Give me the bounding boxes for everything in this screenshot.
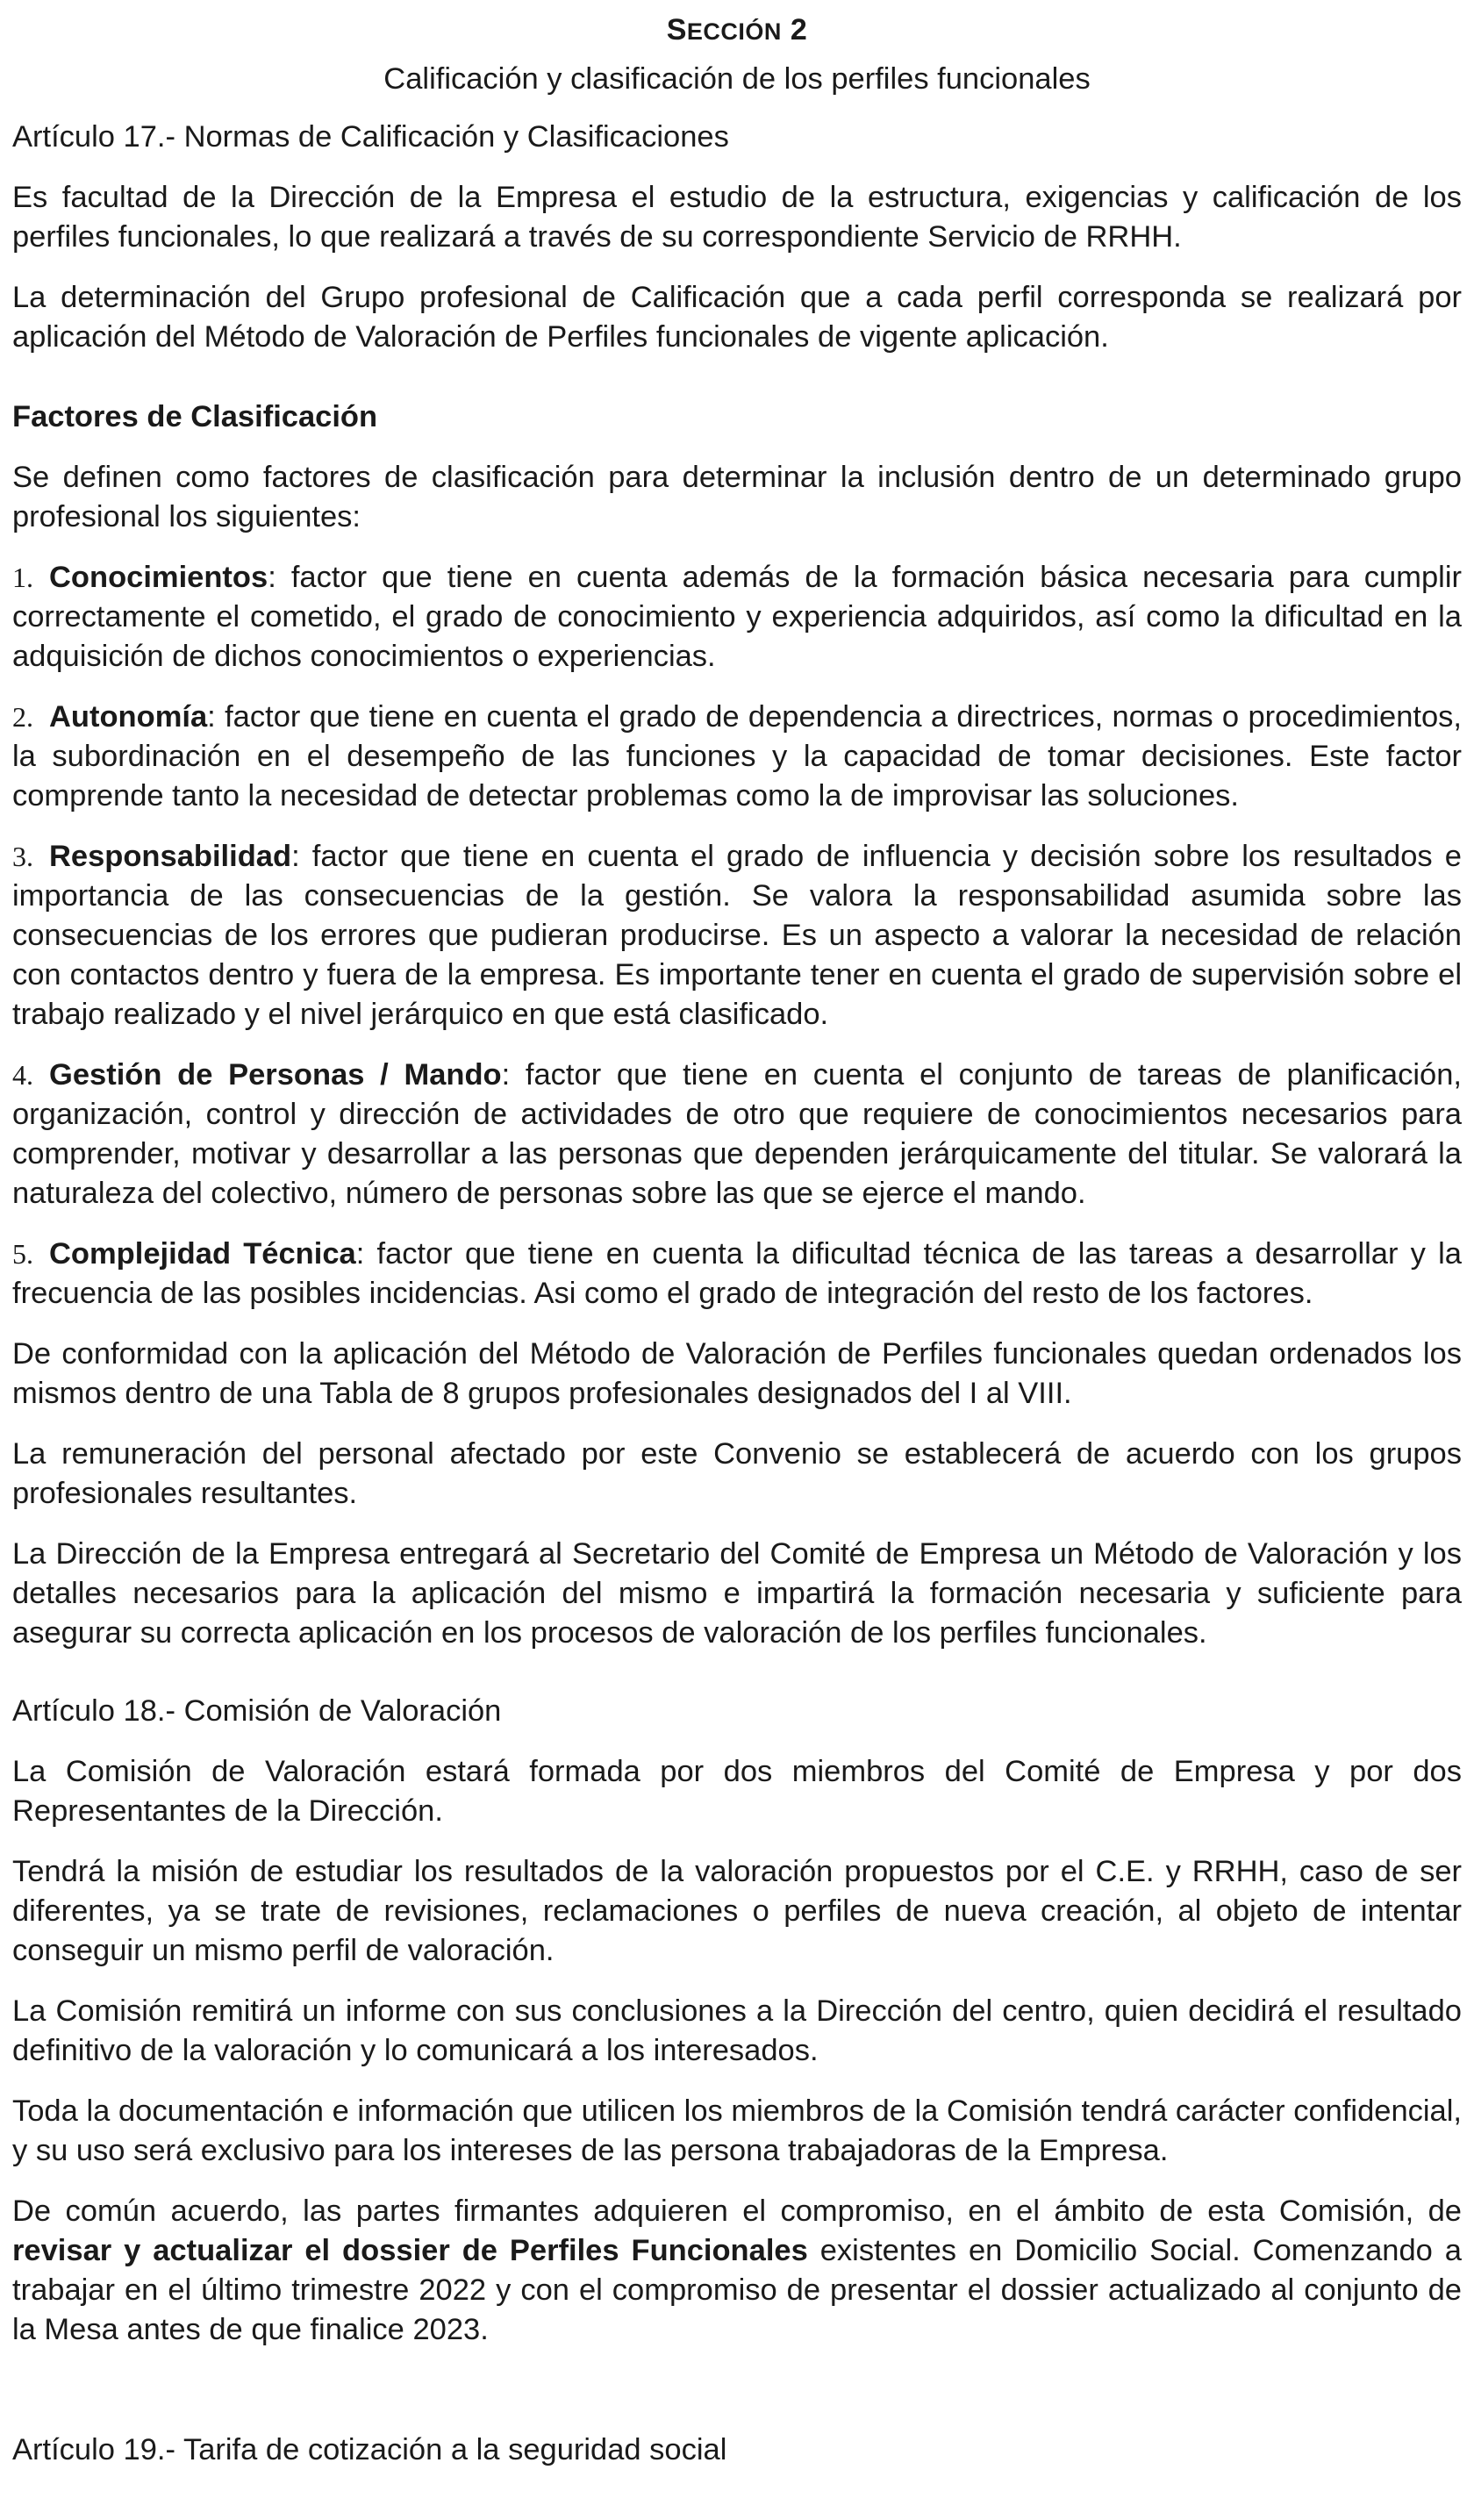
article-18-paragraph-4: Toda la documentación e información que utilicen los miembros de la Comisión tendrá carácter confidencial, y su uso será exclusivo para los intereses de las persona trabajadoras de la Empresa. <box>12 2094 1462 2167</box>
factor-number: 3. <box>12 841 33 872</box>
section-subtitle: Calificación y clasificación de los perfiles funcionales <box>383 62 1091 96</box>
section-label-initial: S <box>666 13 687 47</box>
factor-item <box>12 698 1462 816</box>
factor-text: : factor que tiene en cuenta el conjunto de tareas de planificación, organización, control y dirección de actividades de otro que requiere de conocimientos necesarios para comprender, motivar y desarrollar a las personas que dependen jerárquicamente del titular. Se valorará la naturaleza del colectivo, número de personas sobre las que se ejerce el mando. <box>12 1058 1462 1210</box>
factores-intro: Se definen como factores de clasificación para determinar la inclusión dentro de un determinado grupo profesional los siguientes: <box>12 461 1462 533</box>
factor-term: Responsabilidad <box>49 840 292 873</box>
factor-number: 1. <box>12 562 33 593</box>
factor-text: : factor que tiene en cuenta el grado de influencia y decisión sobre los resultados e importancia de las consecuencias de la gestión. Se valora la responsabilidad asumida sobre las consecuencias de los errores que pudieran producirse. Es un aspecto a valorar la necesidad de relación con contactos dentro y fuera de la empresa. Es importante tener en cuenta el grado de supervisión sobre el trabajo realizado y el nivel jerárquico en que está clasificado. <box>12 840 1462 1031</box>
section-number: 2 <box>790 13 808 47</box>
factor-term: Complejidad Técnica <box>49 1237 356 1271</box>
factor-item <box>12 837 1462 1034</box>
article-18-paragraph-1: La Comisión de Valoración estará formada por dos miembros del Comité de Empresa y por dos Representantes de la Dirección. <box>12 1755 1462 1828</box>
factor-number: 2. <box>12 701 33 733</box>
article-18-paragraph-2: Tendrá la misión de estudiar los resultados de la valoración propuestos por el C.E. y RRHH, caso de ser diferentes, ya se trate de revisiones, reclamaciones o perfiles de nueva creación, al objeto de intentar conseguir un mismo perfil de valoración. <box>12 1855 1462 1967</box>
section-heading <box>12 11 1462 51</box>
article-17-paragraph-2: La determinación del Grupo profesional de Calificación que a cada perfil corresponda se realizará por aplicación del Método de Valoración de Perfiles funcionales de vigente aplicación. <box>12 281 1462 354</box>
direccion-paragraph: La Dirección de la Empresa entregará al Secretario del Comité de Empresa un Método de Valoración y los detalles necesarios para la aplicación del mismo e impartirá la formación necesaria y suficiente para asegurar su correcta aplicación en los procesos de valoración de los perfiles funcionales. <box>12 1537 1462 1650</box>
factor-number: 4. <box>12 1059 33 1091</box>
article-18-paragraph-3: La Comisión remitirá un informe con sus conclusiones a la Dirección del centro, quien decidirá el resultado definitivo de la valoración y lo comunicará a los interesados. <box>12 1994 1462 2067</box>
factor-number: 5. <box>12 1238 33 1270</box>
paragraph-5-text-end: existentes en Domicilio Social. Comenzando a trabajar en el último trimestre 2022 y con el compromiso de presentar el dossier actualizado al conjunto de la Mesa antes de que finalice 2023. <box>12 2234 1462 2346</box>
factor-text: : factor que tiene en cuenta la dificultad técnica de las tareas a desarrollar y la frecuencia de las posibles incidencias. Asi como el grado de integración del resto de los factores. <box>12 1237 1462 1310</box>
factor-term: Conocimientos <box>49 561 268 594</box>
remuneracion-paragraph: La remuneración del personal afectado por este Convenio se establecerá de acuerdo con los grupos profesionales resultantes. <box>12 1437 1462 1510</box>
paragraph-5-emphasis: revisar y actualizar el dossier de Perfiles Funcionales <box>12 2234 808 2267</box>
article-18-paragraph-5 <box>12 2192 1462 2350</box>
factor-item <box>12 558 1462 677</box>
factor-term: Gestión de Personas / Mando <box>49 1058 502 1092</box>
document-page <box>12 0 1462 2470</box>
article-19-title: Artículo 19.- Tarifa de cotización a la seguridad social <box>12 2433 727 2466</box>
section-label-rest: ECCIÓN <box>686 18 782 45</box>
factor-item <box>12 1235 1462 1314</box>
factor-text: : factor que tiene en cuenta además de la formación básica necesaria para cumplir correctamente el cometido, el grado de conocimiento y experiencia adquiridos, así como la dificultad en la adquisición de dichos conocimientos o experiencias. <box>12 561 1462 673</box>
article-17-title: Artículo 17.- Normas de Calificación y Clasificaciones <box>12 120 729 154</box>
conformidad-paragraph: De conformidad con la aplicación del Método de Valoración de Perfiles funcionales quedan ordenados los mismos dentro de una Tabla de 8 grupos profesionales designados del I al VIII. <box>12 1337 1462 1410</box>
article-18-title: Artículo 18.- Comisión de Valoración <box>12 1694 502 1728</box>
factor-item <box>12 1056 1462 1213</box>
article-17-paragraph-1: Es facultad de la Dirección de la Empresa el estudio de la estructura, exigencias y calificación de los perfiles funcionales, lo que realizará a través de su correspondiente Servicio de RRHH. <box>12 181 1462 254</box>
paragraph-5-text-start: De común acuerdo, las partes firmantes adquieren el compromiso, en el ámbito de esta Comisión, de <box>12 2194 1462 2228</box>
factores-heading: Factores de Clasificación <box>12 400 378 433</box>
factor-term: Autonomía <box>49 700 208 734</box>
factor-text: : factor que tiene en cuenta el grado de dependencia a directrices, normas o procedimientos, la subordinación en el desempeño de las funciones y la capacidad de tomar decisiones. Este factor comprende tanto la necesidad de detectar problemas como la de improvisar las soluciones. <box>12 700 1462 813</box>
